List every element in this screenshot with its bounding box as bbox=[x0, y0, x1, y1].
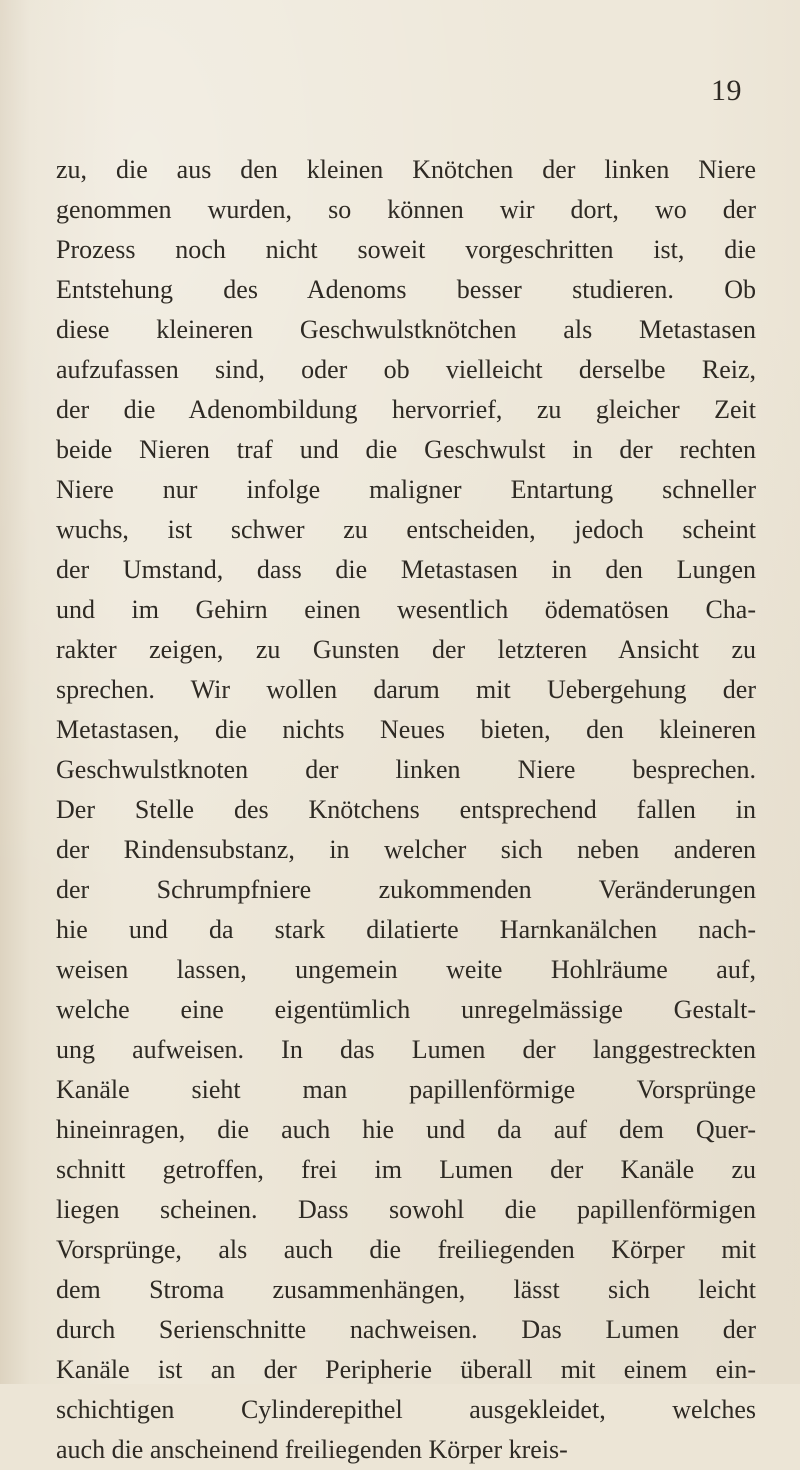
text-line: aufzufassen sind, oder ob vielleicht derselbe Reiz, bbox=[56, 355, 756, 384]
text-line: Niere nur infolge maligner Entartung schneller bbox=[56, 475, 756, 504]
text-line: Kanäle ist an der Peripherie überall mit einem ein- bbox=[56, 1355, 756, 1384]
body-text bbox=[56, 150, 756, 1470]
text-line: und im Gehirn einen wesentlich ödematösen Cha- bbox=[56, 595, 756, 624]
text-line: der die Adenombildung hervorrief, zu gleicher Zeit bbox=[56, 395, 756, 424]
text-line: Entstehung des Adenoms besser studieren. Ob bbox=[56, 275, 756, 304]
text-line: rakter zeigen, zu Gunsten der letzteren Ansicht zu bbox=[56, 635, 756, 664]
text-line: Vorsprünge, als auch die freiliegenden Körper mit bbox=[56, 1235, 756, 1264]
text-line: Prozess noch nicht soweit vorgeschritten ist, die bbox=[56, 235, 756, 264]
text-line: welche eine eigentümlich unregelmässige Gestalt- bbox=[56, 995, 756, 1024]
text-line: Geschwulstknoten der linken Niere besprechen. bbox=[56, 755, 756, 784]
text-line: weisen lassen, ungemein weite Hohlräume auf, bbox=[56, 955, 756, 984]
text-line: genommen wurden, so können wir dort, wo der bbox=[56, 195, 756, 224]
text-line: der Schrumpfniere zukommenden Veränderungen bbox=[56, 875, 756, 904]
text-line: liegen scheinen. Dass sowohl die papillenförmigen bbox=[56, 1195, 756, 1224]
page-number: 19 bbox=[711, 74, 742, 107]
text-line: sprechen. Wir wollen darum mit Uebergehung der bbox=[56, 675, 756, 704]
text-line: schnitt getroffen, frei im Lumen der Kanäle zu bbox=[56, 1155, 756, 1184]
text-line: wuchs, ist schwer zu entscheiden, jedoch scheint bbox=[56, 515, 756, 544]
text-line: Metastasen, die nichts Neues bieten, den kleineren bbox=[56, 715, 756, 744]
text-line: diese kleineren Geschwulstknötchen als Metastasen bbox=[56, 315, 756, 344]
text-line: der Umstand, dass die Metastasen in den Lungen bbox=[56, 555, 756, 584]
text-line: beide Nieren traf und die Geschwulst in der rechten bbox=[56, 435, 756, 464]
text-line: hie und da stark dilatierte Harnkanälchen nach- bbox=[56, 915, 756, 944]
text-line: Kanäle sieht man papillenförmige Vorsprünge bbox=[56, 1075, 756, 1104]
text-line: der Rindensubstanz, in welcher sich neben anderen bbox=[56, 835, 756, 864]
text-line: dem Stroma zusammenhängen, lässt sich leicht bbox=[56, 1275, 756, 1304]
text-line: ung aufweisen. In das Lumen der langgestreckten bbox=[56, 1035, 756, 1064]
text-line: hineinragen, die auch hie und da auf dem Quer- bbox=[56, 1115, 756, 1144]
text-line: Der Stelle des Knötchens entsprechend fallen in bbox=[56, 795, 756, 824]
text-line: auch die anscheinend freiliegenden Körper kreis- bbox=[56, 1435, 568, 1464]
text-line: schichtigen Cylinderepithel ausgekleidet, welches bbox=[56, 1395, 756, 1424]
text-line: zu, die aus den kleinen Knötchen der linken Niere bbox=[56, 155, 756, 184]
text-line: durch Serienschnitte nachweisen. Das Lumen der bbox=[56, 1315, 756, 1344]
